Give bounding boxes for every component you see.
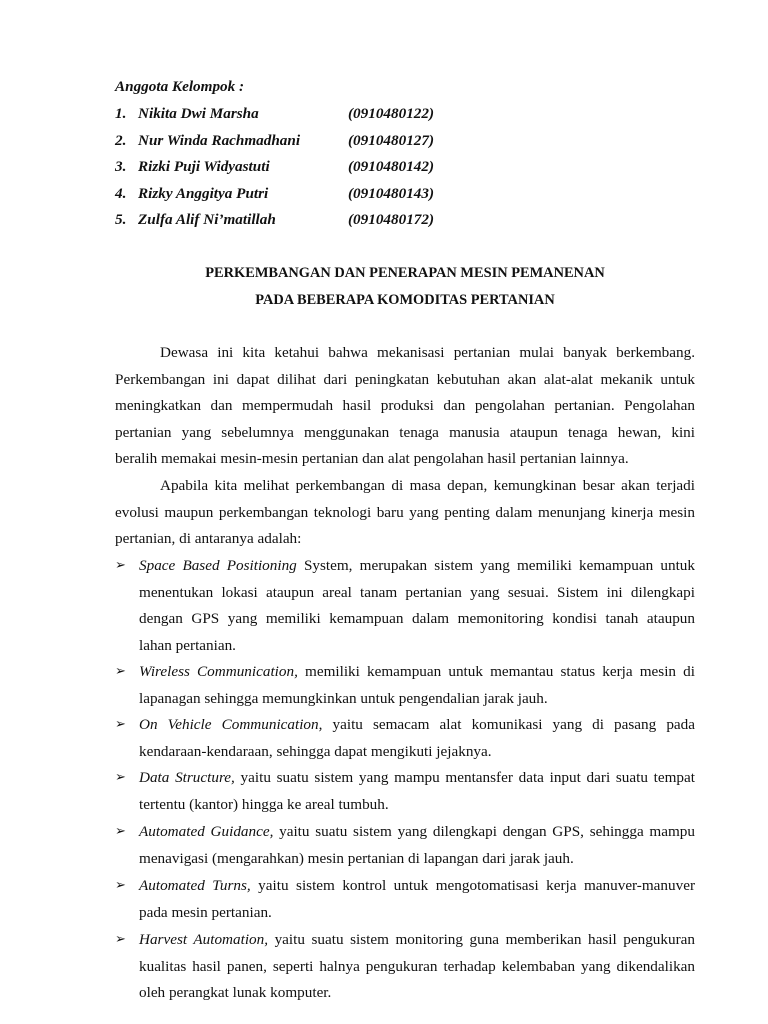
member-id: (0910480172) xyxy=(348,211,435,228)
arrow-bullet-icon: ➢ xyxy=(115,824,126,839)
list-item-line: kualitas hasil panen, seperti halnya pengukuran terhadap kelembaban yang dikendalikan xyxy=(139,957,695,975)
paragraph-intro xyxy=(115,340,695,473)
list-item-line xyxy=(139,553,695,580)
paragraph-line: pertanian, di antaranya adalah: xyxy=(115,530,302,547)
paragraph-line: Perkembangan ini dapat dilihat dari peningkatan kebutuhan akan alat-alat mekanik untuk xyxy=(115,370,695,388)
member-row xyxy=(115,157,434,177)
member-row xyxy=(115,104,434,124)
list-item-line xyxy=(139,712,695,739)
paragraph-line: evolusi maupun perkembangan teknologi baru yang penting dalam menunjang kinerja mesin xyxy=(115,503,695,521)
arrow-bullet-icon: ➢ xyxy=(115,558,126,573)
member-row xyxy=(115,184,434,204)
member-number: 5. xyxy=(115,211,127,228)
list-item-line: dengan GPS yang memiliki kemampuan dalam memonitoring kondisi tanah ataupun xyxy=(139,610,695,627)
document-title-line-2: PADA BEBERAPA KOMODITAS PERTANIAN xyxy=(255,292,555,308)
arrow-bullet-icon: ➢ xyxy=(115,878,126,893)
member-id: (0910480127) xyxy=(348,132,435,149)
list-item-text: yaitu suatu sistem yang mampu mentansfer data input dari suatu tempat xyxy=(234,769,695,786)
list-item-text: System, merupakan sistem yang memiliki kemampuan untuk xyxy=(296,557,695,574)
list-item-term: Space Based Positioning xyxy=(139,557,297,574)
member-name: Nikita Dwi Marsha xyxy=(138,105,259,122)
paragraph-line: Dewasa ini kita ketahui bahwa mekanisasi pertanian mulai banyak berkembang. xyxy=(160,344,695,361)
list-item-line xyxy=(139,873,695,900)
arrow-bullet-icon: ➢ xyxy=(115,664,126,679)
list-item-line: pada mesin pertanian. xyxy=(139,903,272,921)
list-item-line xyxy=(139,659,695,686)
list-item-line: oleh perangkat lunak komputer. xyxy=(139,984,332,1001)
group-members-heading: Anggota Kelompok : xyxy=(115,78,245,95)
list-item-term: Automated Guidance, xyxy=(139,823,274,840)
list-item-line: menavigasi (mengarahkan) mesin pertanian di lapangan dari jarak jauh. xyxy=(139,849,574,867)
list-item-text: yaitu semacam alat komunikasi yang di pasang pada xyxy=(322,716,695,733)
member-number: 3. xyxy=(115,158,127,175)
list-item-line: tertentu (kantor) hingga ke areal tumbuh. xyxy=(139,795,389,813)
paragraph-line: Apabila kita melihat perkembangan di masa depan, kemungkinan besar akan terjadi xyxy=(160,477,695,494)
list-item-term: Harvest Automation, xyxy=(139,931,269,948)
paragraph-line: pertanian yang sebelumnya menggunakan tenaga manusia ataupun tenaga hewan, kini xyxy=(115,423,695,441)
document-title-line-1: PERKEMBANGAN DAN PENERAPAN MESIN PEMANENAN xyxy=(205,265,605,281)
list-item-line: lahan pertanian. xyxy=(139,636,236,654)
paragraph-line: beralih memakai mesin-mesin pertanian dan alat pengolahan hasil pertanian lainnya. xyxy=(115,450,629,467)
arrow-bullet-icon: ➢ xyxy=(115,717,126,732)
arrow-bullet-icon: ➢ xyxy=(115,932,126,947)
member-row xyxy=(115,210,434,230)
list-item-line xyxy=(139,927,695,954)
list-item-term: On Vehicle Communication, xyxy=(139,716,323,733)
member-id: (0910480122) xyxy=(348,105,435,122)
paragraph-future xyxy=(115,473,695,553)
member-name: Zulfa Alif Ni’matillah xyxy=(138,211,276,228)
list-item-term: Data Structure, xyxy=(139,769,235,786)
list-item-line: menentukan lokasi ataupun areal tanam pertanian yang sesuai. Sistem ini dilengkapi xyxy=(139,583,695,601)
list-item-term: Wireless Communication, xyxy=(139,663,298,680)
list-item-text: yaitu suatu sistem yang dilengkapi dengan GPS, sehingga mampu xyxy=(273,823,695,840)
member-number: 2. xyxy=(115,132,127,149)
list-item-text: yaitu suatu sistem monitoring guna memberikan hasil pengukuran xyxy=(268,931,695,948)
member-id: (0910480142) xyxy=(348,158,435,175)
paragraph-line: meningkatkan dan mempermudah hasil produksi dan pengolahan pertanian. Pengolahan xyxy=(115,397,695,414)
member-name: Rizki Puji Widyastuti xyxy=(138,158,270,175)
list-item-text: yaitu sistem kontrol untuk mengotomatisasi kerja manuver-manuver xyxy=(250,877,695,894)
member-row xyxy=(115,131,434,151)
member-name: Rizky Anggitya Putri xyxy=(138,185,269,202)
list-item-line: kendaraan-kendaraan, sehingga dapat mengikuti jejaknya. xyxy=(139,742,492,760)
list-item-text: memiliki kemampuan untuk memantau status kerja mesin di xyxy=(297,663,695,680)
member-number: 4. xyxy=(115,185,127,202)
member-id: (0910480143) xyxy=(348,185,435,202)
list-item-term: Automated Turns, xyxy=(139,877,251,894)
member-number: 1. xyxy=(115,105,127,122)
list-item-line xyxy=(139,819,695,846)
arrow-bullet-icon: ➢ xyxy=(115,770,126,785)
list-item-line xyxy=(139,765,695,792)
member-name: Nur Winda Rachmadhani xyxy=(138,132,301,149)
list-item-line: lapanagan sehingga memungkinkan untuk pengendalian jarak jauh. xyxy=(139,689,548,707)
